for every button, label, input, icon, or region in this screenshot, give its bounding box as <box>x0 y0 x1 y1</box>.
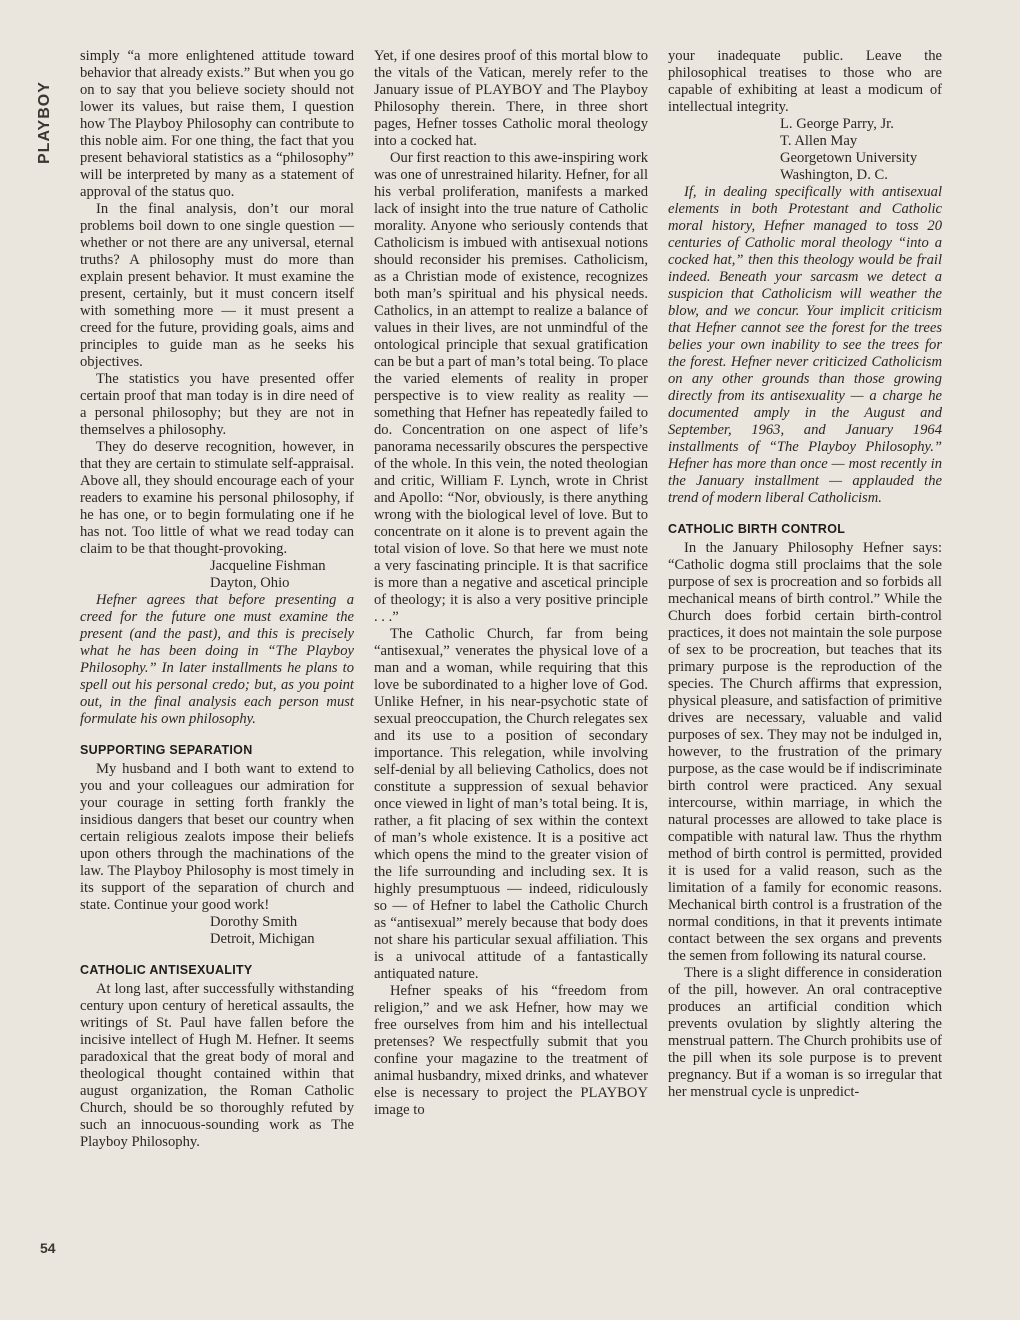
signature-place: Detroit, Michigan <box>210 931 315 947</box>
column-3 <box>668 48 942 1101</box>
paragraph: Yet, if one desires proof of this mortal blow to the vitals of the Vatican, merely refer to the January issue of PLAYBOY and The Playboy Philosophy therein. There, in three short pages, Hefner tosses Catholic moral theology into a cocked hat. <box>374 48 648 149</box>
signature-affiliation: Georgetown University <box>780 150 918 166</box>
paragraph: In the January Philosophy Hefner says: “Catholic dogma still proclaims that the sole purpose of sex is procreation and so forbids all mechanical means of birth control.” While the Church does forbid certain birth-control practices, it does not maintain the sole purpose of sex to be procreation, but teaches that its primary purpose is the reproduction of the species. The Church affirms that expression, physical pleasure, and satisfaction of primitive drives are necessary, valuable and valid purposes of sex. They may not be indulged in, however, to the frustration of the primary purpose, as the case would be if indiscriminate birth control were practiced. Any sexual intercourse, within marriage, in which the natural processes are allowed to take place is compatible with natural law. Thus the rhythm method of birth control is permitted, provided it is used for a valid reason, such as the limitation of a family for economic reasons. Mechanical birth control is a frustration of the normal conditions, in that it prevents intimate contact between the sex organs and prevents the semen from following its natural course. <box>668 540 942 964</box>
paragraph: At long last, after successfully withstanding century upon century of heretical assaults, the writings of St. Paul have fallen before the incisive intellect of Hugh M. Hefner. It seems paradoxical that the great body of moral and theological thought contained within that august organization, the Roman Catholic Church, should be so thoroughly refuted by such an innocuous-sounding work as The Playboy Philosophy. <box>80 981 354 1150</box>
editor-reply: Hefner agrees that before presenting a creed for the future one must examine the present (and the past), and this is precisely what he has been doing in “The Playboy Philosophy.” In later installments he plans to spell out his personal credo; but, as you point out, in the final analysis each person must formulate his own philosophy. <box>80 592 354 727</box>
signature-place: Dayton, Ohio <box>210 575 290 591</box>
paragraph: your inadequate public. Leave the philosophical treatises to those who are capable of exhibiting at least a modicum of intellectual integrity. <box>668 48 942 115</box>
column-2 <box>374 48 648 1119</box>
paragraph: My husband and I both want to extend to you and your colleagues our admiration for your courage in setting forth frankly the insidious dangers that beset our country when certain religious zealots impose their beliefs upon others through the machinations of the law. The Playboy Philosophy is most timely in its support of the separation of church and state. Continue your good work! <box>80 761 354 913</box>
signature-name: Dorothy Smith <box>210 914 298 930</box>
paragraph: In the final analysis, don’t our moral problems boil down to one single question — whether or not there are any universal, eternal truths? A philosophy must do more than explain present behavior. It must examine the present, certainly, but it must concern itself with something more — it must present a creed for the future, providing goals, aims and principles to guide man as he seeks his objectives. <box>80 201 354 370</box>
signature-name: T. Allen May <box>780 133 858 149</box>
column-1 <box>80 48 354 1151</box>
paragraph: Hefner speaks of his “freedom from religion,” and we ask Hefner, how may we free ourselves from him and his intellectual pretenses? We respectfully submit that you confine your magazine to the treatment of animal husbandry, mixed drinks, and whatever else is necessary to project the PLAYBOY image to <box>374 983 648 1118</box>
paragraph: The statistics you have presented offer certain proof that man today is in dire need of a personal philosophy; but they are not in themselves a philosophy. <box>80 371 354 438</box>
section-heading: CATHOLIC ANTISEXUALITY <box>80 963 253 977</box>
editor-reply: If, in dealing specifically with antisexual elements in both Protestant and Catholic moral history, Hefner managed to toss 20 centuries of Catholic moral theology “into a cocked hat,” then this theology would be frail indeed. Beneath your sarcasm we detect a suspicion that Catholicism will weather the blow, and we concur. Your implicit criticism that Hefner cannot see the forest for the trees belies your own inability to see the trees for the forest. Hefner never criticized Catholicism on any other grounds than those growing directly from its antisexuality — a charge he documented amply in the August and September, 1963, and January 1964 installments of “The Playboy Philosophy.” Hefner has more than once — most recently in the January installment — applauded the trend of modern liberal Catholicism. <box>668 184 942 506</box>
section-heading: SUPPORTING SEPARATION <box>80 743 253 757</box>
paragraph: Our first reaction to this awe-inspiring work was one of unrestrained hilarity. Hefner, for all his verbal proliferation, manifests a marked lack of insight into the true nature of Catholic morality. Anyone who seriously contends that Catholicism is imbued with antisexual notions should reconsider his premises. Catholicism, as a Christian mode of existence, recognizes both man’s spiritual and his physical needs. Catholics, in an attempt to realize a balance of values in their lives, are not unmindful of the ontological principle that sexual gratification can be but a part of man’s total being. To place the varied elements of reality in proper perspective is to view reality as reality — something that Hefner has repeatedly failed to do. Concentration on one aspect of life’s panorama necessarily obscures the perspective of the whole. In this vein, the noted theologian and critic, William F. Lynch, wrote in Christ and Apollo: “Nor, obviously, is there anything wrong with the biological level of love. But to concentrate on it alone is to prevent again the total vision of love. So that here we must note a very fascinating principle. It is that sacrifice is more than a negative and ascetical principle of theology; it is also a very positive principle . . .” <box>374 150 648 625</box>
masthead: PLAYBOY <box>36 81 53 165</box>
section-heading: CATHOLIC BIRTH CONTROL <box>668 522 846 536</box>
paragraph: There is a slight difference in consideration of the pill, however. An oral contraceptive produces an artificial condition which prevents ovulation by slightly altering the menstrual pattern. The Church prohibits use of the pill when its sole purpose is to prevent pregnancy. But if a woman is so irregular that her menstrual cycle is unpredict- <box>668 965 942 1100</box>
page-number: 54 <box>40 1240 56 1256</box>
signature-name: L. George Parry, Jr. <box>780 116 894 132</box>
paragraph: The Catholic Church, far from being “antisexual,” venerates the physical love of a man and a woman, while requiring that this love be subordinated to a higher love of God. Unlike Hefner, in his near-psychotic state of sexual preoccupation, the Church relegates sex and its use to a position of secondary importance. This relegation, while involving self-denial by all believing Catholics, does not constitute a suppression of sexual behavior once viewed in light of man’s total being. It is, rather, a fit placing of sex within the context of man’s whole existence. It is a positive act which opens the mind to the greater vision of the life surrounding and including sex. It is highly presumptuous — indeed, ridiculously so — of Hefner to label the Catholic Church as “antisexual” merely because that body does not share his particular sexual affiliation. This is a univocal attitude of a fantastically antiquated nature. <box>374 626 648 982</box>
paragraph: simply “a more enlightened attitude toward behavior that already exists.” But when you go on to say that you believe society should not lower its values, but raise them, I question how The Playboy Philosophy can contribute to this noble aim. For one thing, the fact that you present behavioral statistics as a “philosophy” will be interpreted by many as a statement of approval of the status quo. <box>80 48 354 200</box>
paragraph: They do deserve recognition, however, in that they are certain to stimulate self-appraisal. Above all, they should encourage each of your readers to examine his personal philosophy, if he has one, or to begin formulating one if he has not. Too little of what we read today can claim to be that thought-provoking. <box>80 439 354 557</box>
signature-place: Washington, D. C. <box>780 167 888 183</box>
signature-name: Jacqueline Fishman <box>210 558 326 574</box>
